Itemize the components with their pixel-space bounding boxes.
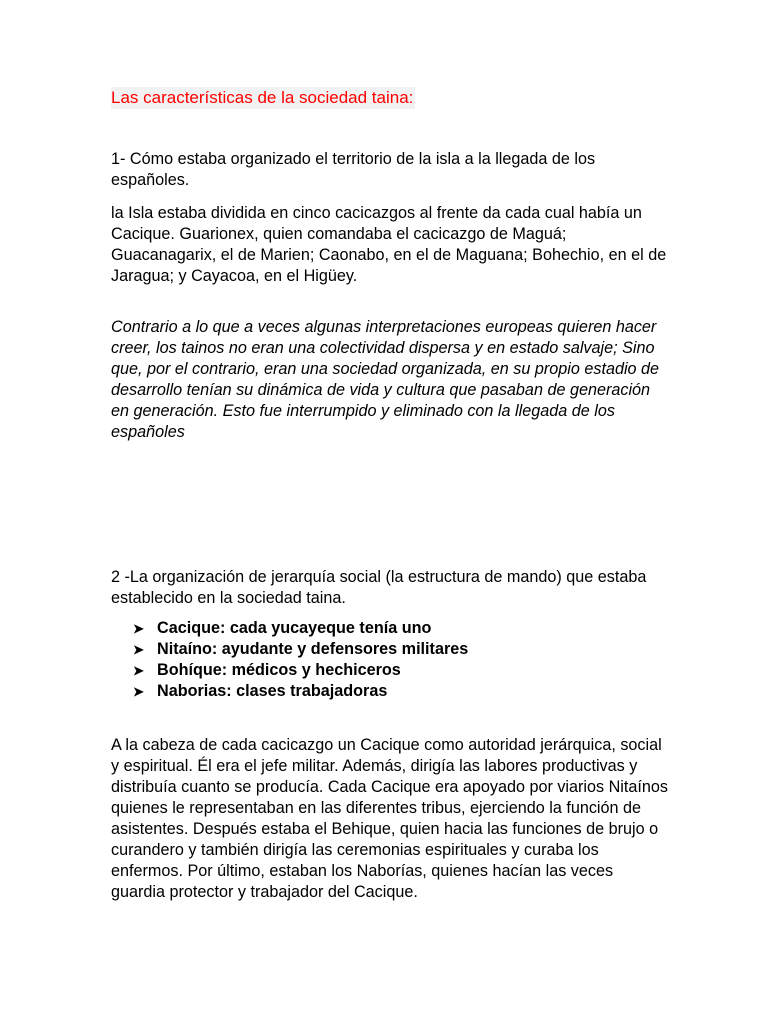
list-item-text: Nitaíno: ayudante y defensores militares bbox=[157, 640, 469, 658]
list-item bbox=[133, 681, 468, 702]
list-item-text: Bohíque: médicos y hechiceros bbox=[157, 661, 401, 679]
list-item bbox=[133, 639, 468, 660]
hierarchy-list bbox=[133, 618, 468, 702]
arrowhead-bullet-icon: ➤ bbox=[133, 663, 144, 678]
list-item bbox=[133, 618, 468, 639]
question-1: 1- Cómo estaba organizado el territorio de la isla a la llegada de los españoles. bbox=[111, 150, 596, 189]
arrowhead-bullet-icon: ➤ bbox=[133, 621, 144, 636]
list-item bbox=[133, 660, 468, 681]
paragraph-hierarchy-description: A la cabeza de cada cacicazgo un Cacique como autoridad jerárquica, social y espiritual. Él era el jefe militar. Además, dirigía las labores productivas y distribuía cuanto se producía. Cada Cacique era apoyado por viarios Nitaínos quienes le representaban en las diferentes tribus, ejerciendo la función de asistentes. Después estaba el Behique, quien hacia las funciones de brujo o curandero y también dirigía las ceremonias espirituales y curaba los enfermos. Por último, estaban los Naborías, quienes hacían las veces guardia protector y trabajador del Cacique. bbox=[111, 736, 668, 901]
paragraph-cacicazgos: la Isla estaba dividida en cinco cacicazgos al frente da cada cual había un Cacique. Guarionex, quien comandaba el cacicazgo de Maguá; Guacanagarix, el de Marien; Caonabo, en el de Maguana; Bohechio, en el de Jaragua; y Cayacoa, en el Higüey. bbox=[111, 204, 667, 285]
question-2: 2 -La organización de jerarquía social (la estructura de mando) que estaba establecido en la sociedad taina. bbox=[111, 568, 647, 607]
paragraph-organized-society: Contrario a lo que a veces algunas interpretaciones europeas quieren hacer creer, los tainos no eran una colectividad dispersa y en estado salvaje; Sino que, por el contrario, eran una sociedad organizada, en su propio estadio de desarrollo tenían su dinámica de vida y cultura que pasaban de generación en generación. Esto fue interrumpido y eliminado con la llegada de los españoles bbox=[111, 318, 660, 441]
page-title: Las características de la sociedad taina: bbox=[111, 88, 414, 107]
list-item-text: Cacique: cada yucayeque tenía uno bbox=[157, 619, 432, 637]
arrowhead-bullet-icon: ➤ bbox=[133, 684, 144, 699]
arrowhead-bullet-icon: ➤ bbox=[133, 642, 144, 657]
list-item-text: Naborias: clases trabajadoras bbox=[157, 682, 388, 700]
